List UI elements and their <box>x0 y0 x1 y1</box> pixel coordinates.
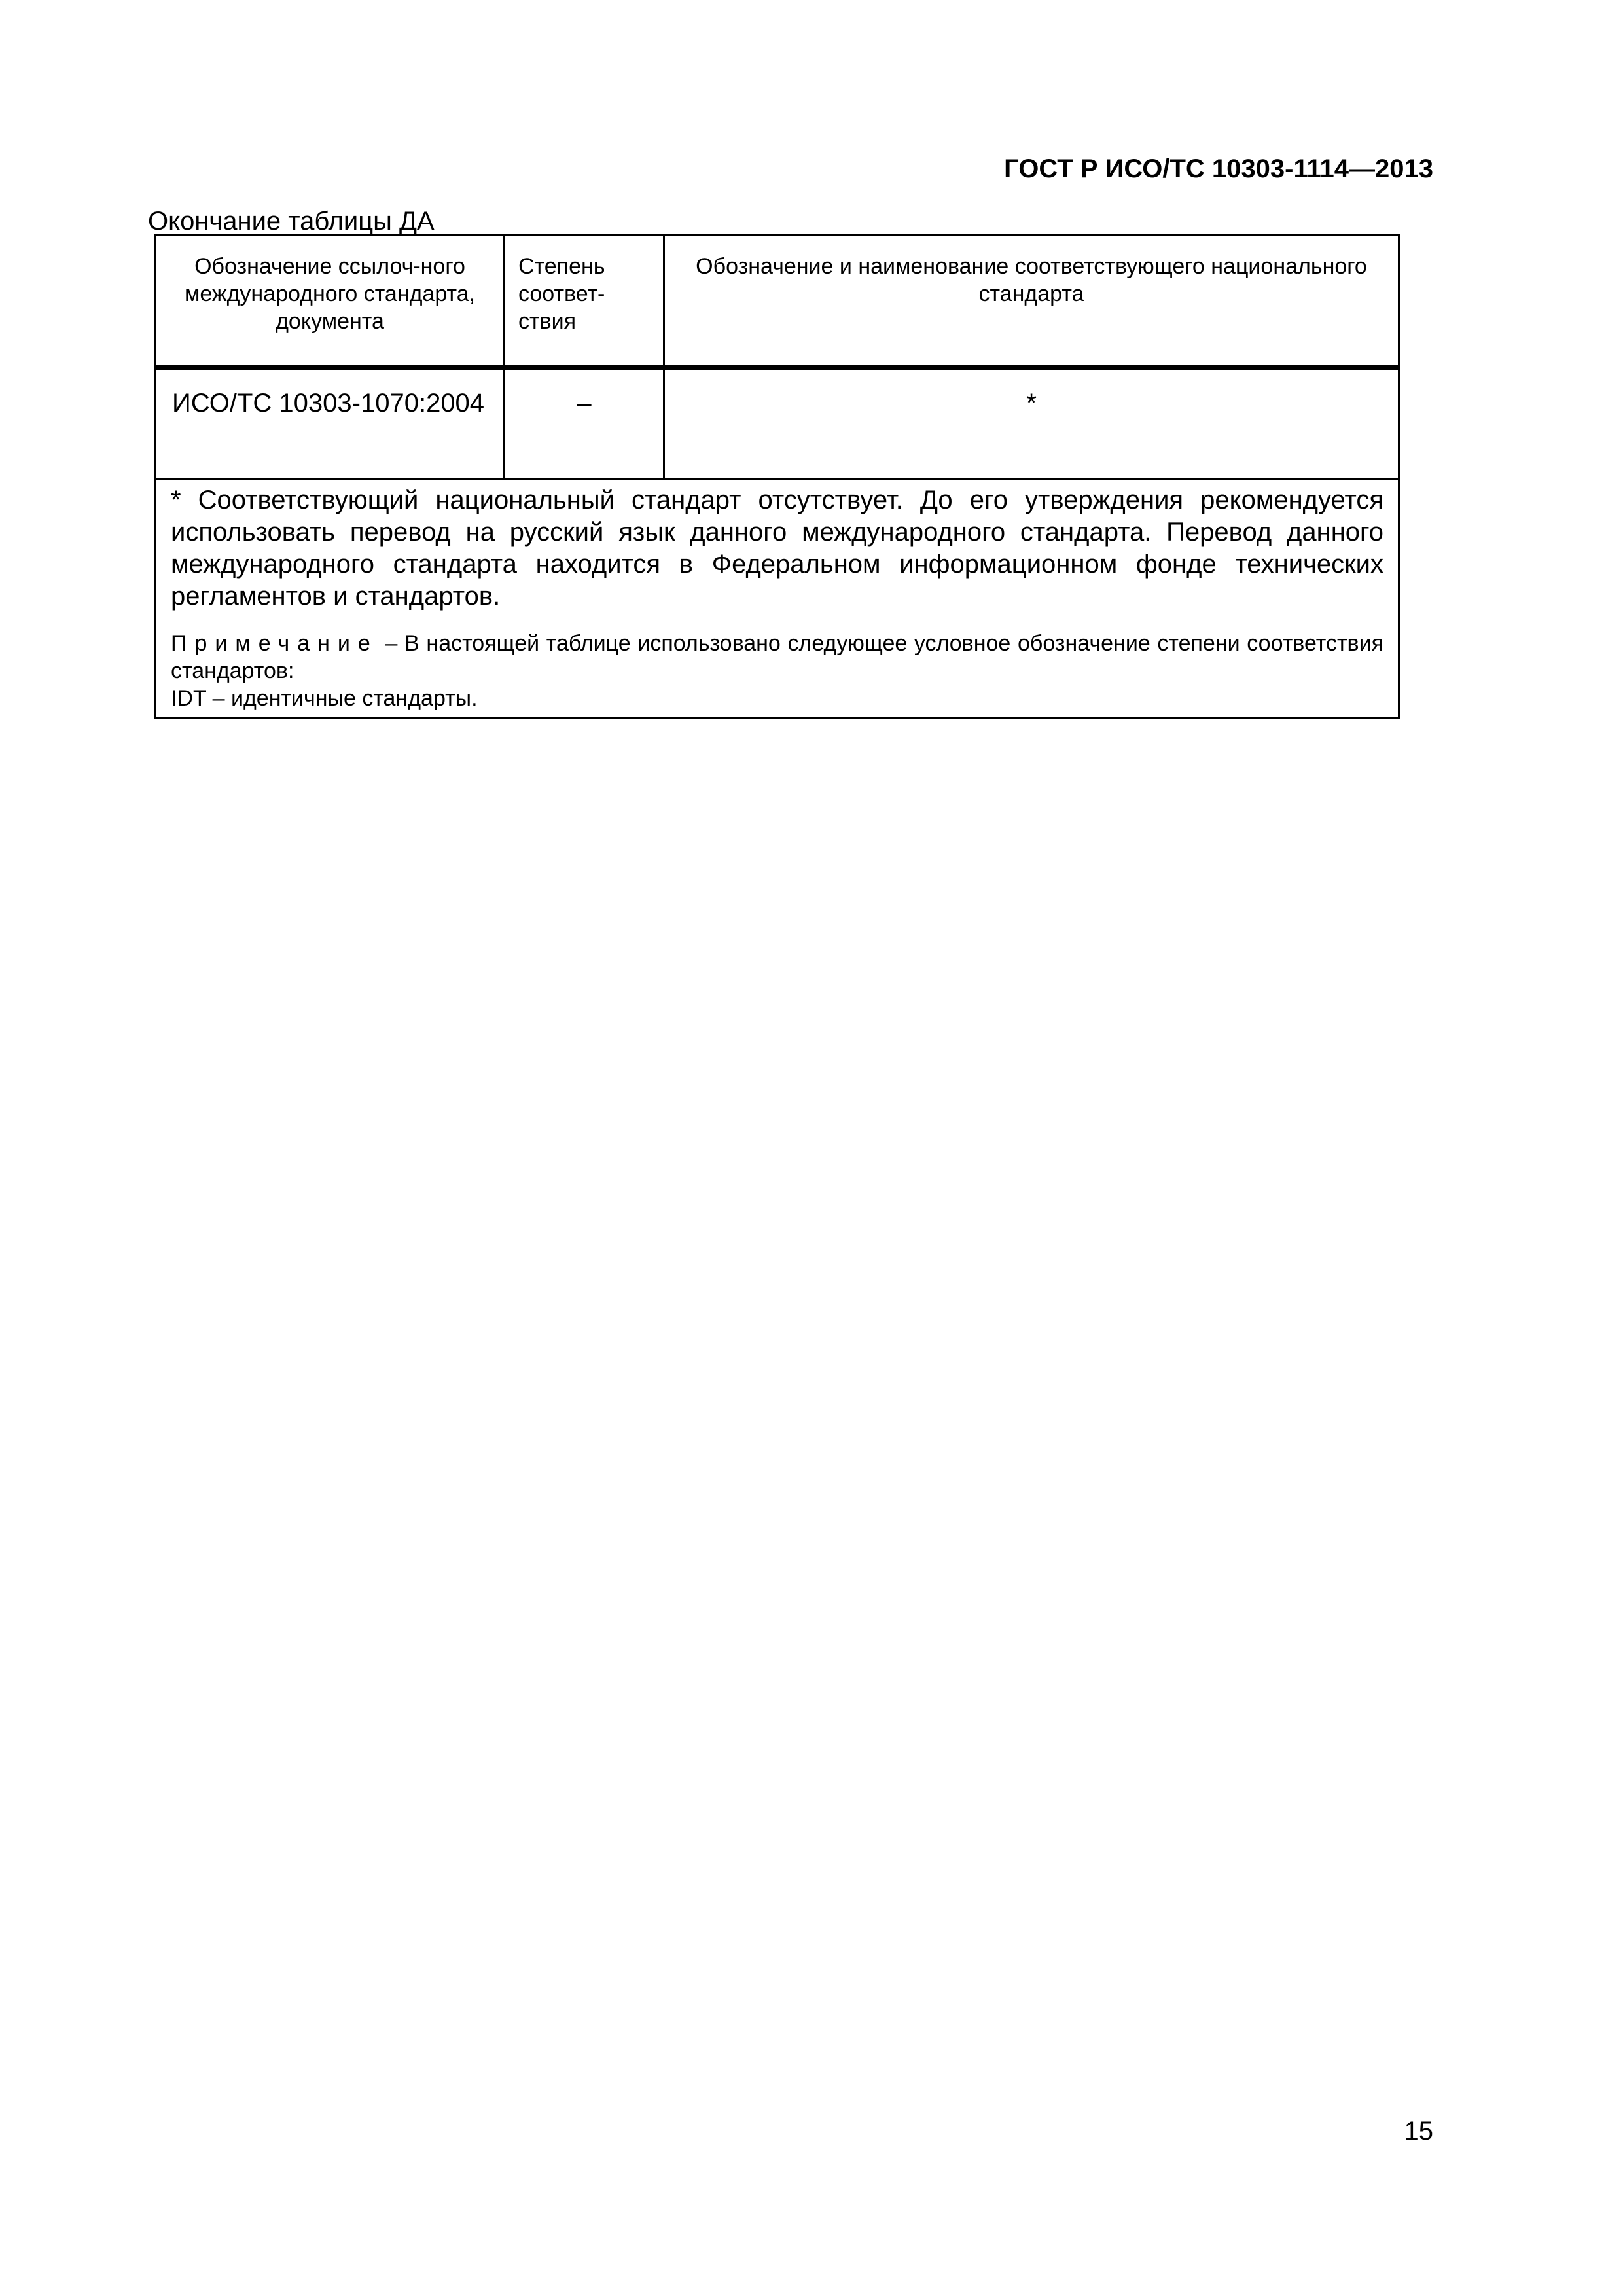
cell-national-standard: * <box>664 368 1399 480</box>
cell-designation: ИСО/ТС 10303-1070:2004 <box>156 368 505 480</box>
table-footnote-row <box>156 480 1399 719</box>
table-row <box>156 368 1399 480</box>
note-legend: IDT – идентичные стандарты. <box>171 686 478 711</box>
footnote-text: * Соответствующий национальный стандарт отсутствует. До его утверждения рекомендуется использовать перевод на русский язык данного международного стандарта. Перевод данного международного стандарта находится в Федеральном информационном фонде технических регламентов и стандартов. <box>171 486 1383 611</box>
note-block <box>171 630 1383 712</box>
cell-degree: – <box>505 368 664 480</box>
column-header-national-standard: Обозначение и наименование соответствующего национального стандарта <box>664 235 1399 368</box>
table-header-row <box>156 235 1399 368</box>
reference-table <box>154 234 1400 719</box>
table-caption: Окончание таблицы ДА <box>148 207 435 236</box>
page-number: 15 <box>1404 2117 1433 2145</box>
note-text: – В настоящей таблице использовано следующее условное обозначение степени соответствия стандартов: <box>171 631 1384 683</box>
column-header-degree: Степень соответ-ствия <box>505 235 664 368</box>
column-header-designation: Обозначение ссылоч-ного международного стандарта, документа <box>156 235 505 368</box>
document-header: ГОСТ Р ИСО/ТС 10303-1114—2013 <box>1004 154 1433 183</box>
table-container <box>154 234 1398 719</box>
footnote-cell <box>156 480 1399 719</box>
note-prefix: Примечание <box>171 631 378 656</box>
